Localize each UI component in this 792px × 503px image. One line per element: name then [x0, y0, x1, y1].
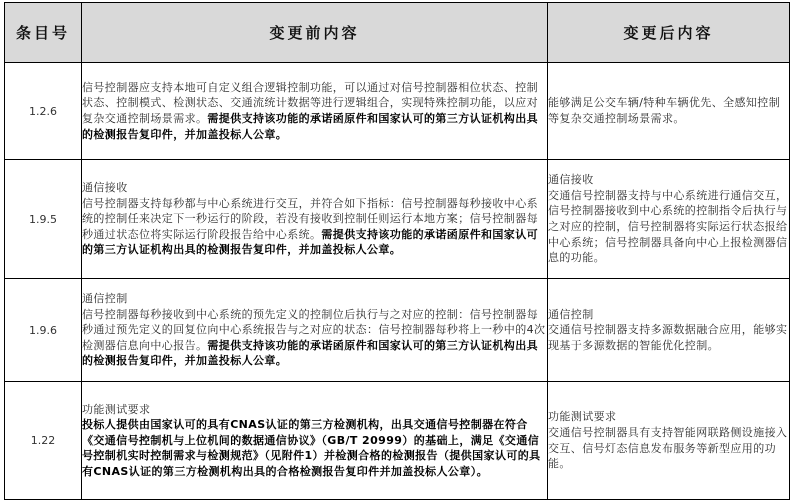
after-content	[548, 63, 790, 160]
content-text: 交通信号控制器支持多源数据融合应用，能够实现基于多源数据的智能优化控制。	[548, 323, 788, 352]
content-text: 信号控制器支持每秒都与中心系统进行交互，并符合如下指标：信号控制器每秒接收中心系统的控制任来决定下一秒运行的阶段，若没有接收到控制任则运行本地方案；信号控制器每秒通过状态位将实际运行阶段报告给中心系统。	[82, 196, 538, 241]
requirement-text-bold: 需提供支持该功能的承诺函原件和国家认可的第三方认证机构出具的检测报告复印件，并加盖投标人公章。	[82, 227, 539, 257]
before-content	[82, 279, 548, 382]
content-text: 信号控制器每秒接收到中心系统的预先定义的控制位后执行与之对应的控制：信号控制器每秒通过预先定义的回复位向中心系统报告与之对应的状态：信号控制器每秒将上一秒中的4次检测器信息向中心报告。	[82, 307, 546, 352]
before-content	[82, 63, 548, 160]
content-text: 通信控制	[548, 307, 594, 321]
after-content	[548, 279, 790, 382]
item-number: 1.9.6	[5, 279, 82, 382]
table-row	[5, 160, 790, 279]
table-row	[5, 382, 790, 500]
content-text: 功能测试要求	[548, 410, 617, 424]
before-content	[82, 160, 548, 279]
item-number: 1.9.5	[5, 160, 82, 279]
content-text: 信号控制器应支持本地可自定义组合逻辑控制功能，可以通过对信号控制器相位状态、控制状态、控制模式、检测状态、交通流统计数据等进行逻辑组合，实现特殊控制功能，以应对复杂交通控制场景需求。	[82, 80, 538, 125]
content-text: 能够满足公交车辆/特种车辆优先、全感知控制等复杂交通控制场景需求。	[548, 96, 781, 125]
requirement-text-bold: 需提供支持该功能的承诺函原件和国家认可的第三方认证机构出具的检测报告复印件，并加盖投标人公章。	[82, 112, 539, 141]
requirement-text-bold: 需提供支持该功能的承诺函原件和国家认可的第三方认证机构出具的检测报告复印件，并加盖投标人公章。	[82, 338, 539, 368]
requirement-text-bold: 投标人提供由国家认可的具有CNAS认证的第三方检测机构，出具交通信号控制器在符合《交通信号控制机与上位机间的数据通信协议》（GB/T 20999）的基础上，满足《交通信号控制机实时控制需求与检测规范》（见附件1）并检测合格的检测报告（提供国家认可的具有CNAS认证的第三方检测机构出具的合格检测报告复印件并加盖投标人公章）。	[82, 418, 541, 478]
content-text: 通信接收	[82, 181, 128, 195]
content-text: 交通信号控制器支持与中心系统进行通信交互，信号控制器接收到中心系统的控制指令后执行与之对应的控制，信号控制器将实际运行状态报给中心系统；信号控制器具备向中心上报检测器信息的功能。	[548, 188, 788, 265]
change-table	[4, 2, 790, 500]
item-number: 1.2.6	[5, 63, 82, 160]
item-number: 1.22	[5, 382, 82, 500]
header-row	[5, 3, 790, 63]
after-content	[548, 382, 790, 500]
content-text: 交通信号控制器具有支持智能网联路侧设施接入交互、信号灯态信息发布服务等新型应用的功能。	[548, 425, 788, 471]
content-text: 功能测试要求	[82, 402, 151, 416]
header-before: 变更前内容	[82, 3, 548, 63]
content-text: 通信接收	[548, 173, 594, 187]
content-text: 通信控制	[82, 292, 128, 306]
table-row	[5, 63, 790, 160]
header-after: 变更后内容	[548, 3, 790, 63]
header-item-number: 条目号	[5, 3, 82, 63]
before-content	[82, 382, 548, 500]
after-content	[548, 160, 790, 279]
table-row	[5, 279, 790, 382]
